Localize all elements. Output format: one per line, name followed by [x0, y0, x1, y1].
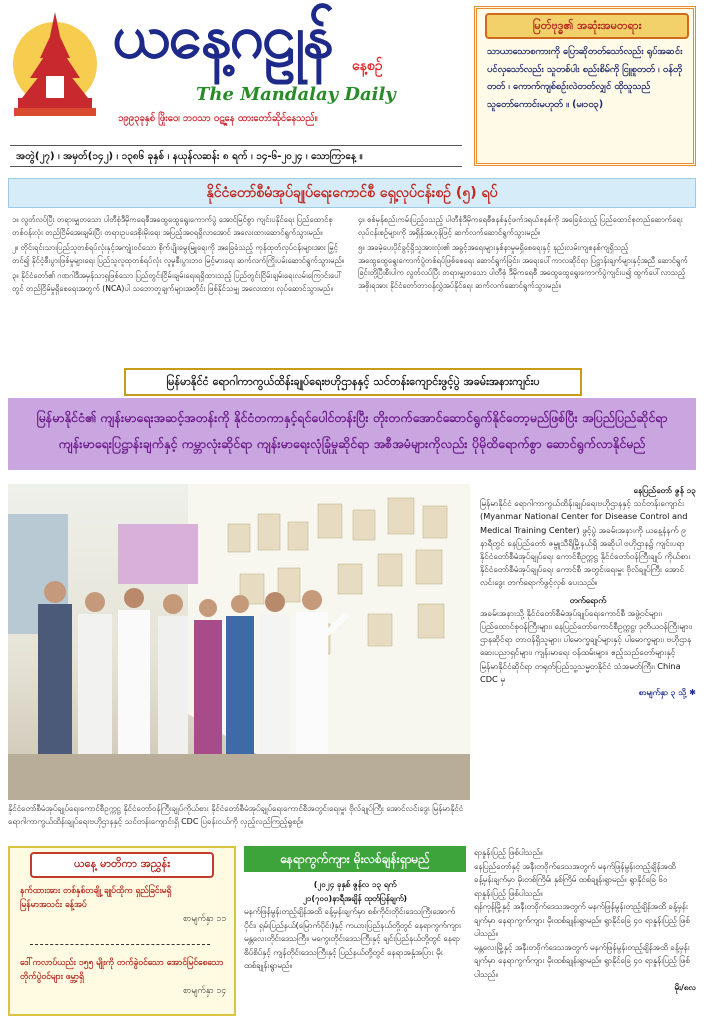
newspaper-title-english: The Mandalay Daily: [196, 84, 396, 105]
contents-item-page: စာမျက်နှာ ၁၁: [183, 914, 226, 924]
roadmap-heading: နိုင်ငံတော်စီမံအုပ်ချုပ်ရေးကောင်စီ ရှေ့လုပ်ငန်းစဉ် (၅) ရပ်: [8, 178, 696, 208]
weather-subheading: ၂၁(၇၀၀)နာရီအချိန် ထုတ်ပြန်ချက်): [302, 893, 408, 903]
buddha-teaching-title: မြတ်ဗုဒ္ဓ၏ အဆုံးအမတရား: [485, 13, 689, 39]
pagoda-logo-icon: [10, 6, 100, 124]
contents-item-title: ဒေါ်ကလာပ်ယည်း ၁၅၅ မျိုးကို တက်ခွဲဝင်သော အောင်မြင်စေသော: [20, 958, 224, 968]
contents-heading: ယနေ့ မာတိကာ အညွှန်း: [30, 852, 214, 878]
article-paragraph: အခမ်းအနားသို့ နိုင်ငံတော်စီမံအုပ်ချုပ်ရေးကောင်စီ အဖွဲ့ဝင်များ၊ ပြည်ထောင်စုဝန်ကြီးများ၊ နေပြည်တော်ကောင်စီဥက္ကဋ္ဌ၊ ဒုတိယဝန်ကြီးများ၊ ဌာနဆိုင်ရာ တာဝန်ရှိသူများ၊ ပါမောက္ခချုပ်များနှင့် ပါမောက္ခများ၊ ဗဟိုဌာန ဆေးပညာရှင်များ၊ ကျန်းမာရေး ဝန်ထမ်းများ၊ ဧည့်သည်တော်များနှင့် မြန်မာနိုင်ငံဆိုင်ရာ တရုတ်ပြည်သူ့သမ္မတနိုင်ငံ သံအမတ်ကြီး၊ China CDC မှ: [480, 607, 692, 684]
roadmap-item: ၂။ တိုင်းရင်းသားပြည်သူတစ်ရပ်လုံးနှင့်အကျုံးဝင်သော စိုက်ပျိုးမွေးမြူရေးကို အခြေခံသည့် ကုန်ထုတ်လုပ်ငန်းများအား မြှင့်တင်၍ နိုင်ငံ့စီးပွားဖြစ်မှုများရေး ပြည်သူလူထုတစ်ရပ်လုံး လူမှုစီးပွားဘဝ မြင့်မားရေး ဆက်လက်ကြိုးပမ်းဆောင်ရွက်သွားမည်။: [12, 243, 345, 265]
weather-heading: နေရာကွက်ကျား မိုးလစ်ချန်းရှာမည်: [244, 846, 466, 872]
weather-forecast: [244, 878, 466, 973]
contents-item-page: စာမျက်နှာ ၁၄: [183, 986, 226, 996]
roadmap-item: ၅။ အခမဲ့ပေးပိုင်ခွင့်ရှိသူအားလုံး၏ အခွင့်အရေးများနှစ်နာမှုမရှိစေရေးနှင့် နည်းလမ်းကျစနစ်ကျရှိသည့် အထွေထွေရွေးကောက်ပွဲတစ်ရပ်ဖြစ်စေရေး ဆောင်ရွက်ခြင်း၊ အရေးပေါ်ကာလဆိုင်ရာ ပြဋ္ဌာန်းချက်များနှင့်အညီ ဆောင်ရွက်ခြင်းတို့ပြီးစီးပါက လွတ်လပ်ပြီး တရားမျှတသော ပါတီစုံ ဒီမိုကရေစီ အထွေထွေရွေးကောက်ပွဲကျင်းပ၍ ထွက်ပေါ်လာသည့်အစိုးရအား နိုင်ငံတော်တာဝန်လွှဲအပ်နိုင်ရေး ဆက်လက်ဆောင်ရွက်သွားမည်။: [358, 243, 688, 290]
roadmap-item: ၄။ စစ်မှန်စည်းကမ်းပြည့်ဝသည့် ပါတီစုံဒီမိုကရေစီစနစ်နှင့်ဖက်ဒရယ်စနစ်ကို အခြေခံသည့် ပြည်ထောင်စုတည်ဆောက်ရေးလုပ်ငန်းစဉ်များကို အရှိန်အဟုန်ဖြင့် ဆက်လက်ဆောင်ရွက်သွားမည်။: [358, 215, 683, 237]
newspaper-title-suffix: နေ့စဉ်: [352, 58, 383, 74]
subheadline-line: ကျန်းမာရေးပြဋ္ဌာန်းချက်နှင့် ကမ္ဘာလုံးဆိုင်ရာ ကျန်းမာရေးလုံခြုံမှုဆိုင်ရာ အစီအမံများကိုလည်း ပိုမိုထိရောက်စွာ ဆောင်ရွက်လာနိုင်မည်: [58, 436, 646, 451]
contents-item[interactable]: [20, 956, 226, 998]
roadmap-left-column: [12, 214, 348, 298]
news-photo: [8, 484, 470, 800]
roadmap-item: ၁။ လွတ်လပ်ပြီး တရားမျှတသော ပါတီစုံဒီမိုကရေစီအထွေထွေရွေးကောက်ပွဲ အောင်မြင်စွာ ကျင်းပနိုင်ရေး ပြည်ထောင်စုတစ်ဝန်းလုံး တည်ငြိမ်အေးချမ်းပြီး တရားဥပဒေစိုးမိုးရေး အပြည့်အဝရရှိလာအောင် အလေးထားဆောင်ရွက်သွားမည်။: [12, 215, 333, 237]
table-of-contents: [8, 846, 236, 1016]
article-subheading: တက်ရောက်: [569, 594, 607, 605]
exhibition-scene-illustration: [8, 484, 470, 800]
weather-paragraph: ရာနှုန်းပြည့် ဖြစ်ပါသည်။: [474, 848, 543, 857]
roadmap-right-column: [358, 214, 694, 295]
article-paragraph: မြန်မာနိုင်ငံ ရောဂါကာကွယ်ထိန်းချုပ်ရေးဗဟိုဌာနနှင့် သင်တန်းကျောင်း (Myanmar National Center for Disease Control and Medical Training Center) ဖွင့်ပွဲ အခမ်းအနားကို ယနေ့နံနက် ၉ နာရီတွင် နေပြည်တော် ဇမ္ဗူသီရိမြို့နယ်ရှိ အဆိုပါ ဗဟိုဌာန၌ ကျင်းပရာ နိုင်ငံတော်စီမံအုပ်ချုပ်ရေး ကောင်စီဥက္ကဋ္ဌ နိုင်ငံတော်ဝန်ကြီးချုပ် ကိုယ်စား နိုင်ငံတော်စီမံအုပ်ချုပ်ရေး ကောင်စီ အတွင်းရေးမှူး ဗိုလ်ချုပ်ကြီး အောင်လင်းဒွေး တက်ရောက်ဖွင့်လှစ် ပေးသည်။: [480, 498, 691, 588]
weather-paragraph: မန္တလေးမြို့နှင့် အနီးတဝိုက်ဒေသအတွက် မနက်ဖြန်မွန်းတည့်ချိန်အထိ ခန့်မှန်းချက်မှာ နေရာကွက်ကျား မိုးထစ်ချုန်းရွာမည်။ ရွာနိုင်ခြေ ၄၀ ရာနှုန်းပြည့် ဖြစ်ပါသည်။: [474, 942, 690, 979]
weather-subheading: (၂၀၂၄ ခုနှစ် ဇွန်လ ၁၃ ရက်: [313, 880, 397, 889]
contents-item-title: မြန်မာအသင်း ခန့်အပ်: [20, 900, 87, 910]
tagline: ၁၉၉၃ခုနှစ် ဖြိုးဝေ၊ ဘဝသာ ဝဋ္ဍနေ ထားတော်ဆိုင်နေသည်။: [118, 113, 318, 124]
weather-body: မနက်ဖြန်မွန်းတည့်ချိန်အထိ ခန့်မှန်းချက်မှာ စစ်ကိုင်းတိုင်းဒေသကြီးအောက်ပိုင်း၊ ရှမ်းပြည်နယ်(မြောက်ပိုင်း)နှင့် ကယားပြည်နယ်တို့တွင် နေရာကွက်ကျား မန္တလေးတိုင်းဒေသကြီး၊ မကွေးတိုင်းဒေသကြီးနှင့် ချင်းပြည်နယ်တို့တွင် နေရာစိပ်စိပ်နှင့် ကျန်တိုင်းဒေသကြီးနှင့် ပြည်နယ်တို့တွင် နေရာအနှံ့အပြား မိုးထစ်ချုန်းရွာမည်။: [244, 907, 461, 970]
dateline: အတွဲ(၂၇) ၊ အမှတ်(၁၄၂) ၊ ၁၃၈၆ ခုနှစ် ၊ နယုန်လဆန်း ၈ ရက် ၊ ၁၄-၆-၂၀၂၄ ၊ သောကြာနေ့ ။: [10, 145, 462, 167]
weather-continued[interactable]: မိုး/၈လ: [674, 983, 696, 992]
contents-item-title: တိုက်ပွဲဝင်များ ဖမ္ဘာ့ရှိ: [20, 972, 84, 982]
weather-paragraph: ရန်ကုန်မြို့နှင့် အနီးတဝိုက်ဒေသအတွက် မနက်ဖြန်မွန်းတည့်ချိန်အထိ ခန့်မှန်းချက်မှာ နေရာကွက်ကျား မိုးထစ်ချုန်းရွာမည်။ ရွာနိုင်ခြေ ၄၀ ရာနှုန်းပြည့် ဖြစ်ပါသည်။: [474, 902, 690, 938]
headline: မြန်မာနိုင်ငံ ရောဂါကာကွယ်ထိန်းချုပ်ရေးဗဟိုဌာနနှင့် သင်တန်းကျောင်းဖွင့်ပွဲ အခမ်းအနားကျင်းပ: [124, 368, 582, 396]
contents-item-title: နက်ထားအား တစ်နှစ်တချို့ ချုပ်ထိုက ရှည်ခြင်းမရှိ: [20, 886, 172, 896]
weather-city-forecasts: [474, 846, 696, 995]
article-dateline: နေပြည်တော် ဇွန် ၁၃: [633, 485, 696, 495]
photo-caption: နိုင်ငံတော်စီမံအုပ်ချုပ်ရေးကောင်စီဥက္ကဋ္ဌ နိုင်ငံတော်ဝန်ကြီးချုပ်ကိုယ်စား နိုင်ငံတော်စီမံအုပ်ချုပ်ရေးကောင်စီအတွင်းရေးမှူး ဗိုလ်ချုပ်ကြီး အောင်လင်းဒွေး မြန်မာနိုင်ငံ ရောဂါကာကွယ်ထိန်းချုပ်ရေးဗဟိုဌာနနှင့် သင်တန်းကျောင်းရှိ CDC ပြခန်းငယ်ကို လှည့်လည်ကြည့်ရှုစဉ်။: [8, 804, 464, 826]
subheadline-line: မြန်မာနိုင်ငံ၏ ကျန်းမာရေးအဆင့်အတန်းကို နိုင်ငံတကာနှင့်ရင်ပေါင်တန်းပြီး တိုးတက်အောင်ဆောင်ရွက်နိုင်တော့မည်ဖြစ်ပြီး အပြည်ပြည်ဆိုင်ရာ: [36, 410, 668, 425]
weather-paragraph: နေပြည်တော်နှင့် အနီးတဝိုက်ဒေသအတွက် မနက်ဖြန်မွန်းတည့်ချိန်အထိ ခန့်မှန်းချက်မှာ မိုးတစ်ကြိမ်၊ နှစ်ကြိမ် ထစ်ချုန်းရွာမည်။ ရွာနိုင်ခြေ ၆၀ ရာနှုန်းပြည့် ဖြစ်ပါသည်။: [474, 861, 676, 898]
buddha-teaching-box: [474, 6, 696, 166]
newspaper-title: ယနေ့ဂဠုန်: [112, 2, 332, 72]
divider: [30, 944, 210, 945]
roadmap-item: ၃။ နိုင်ငံတော်၏ ဂဏဂါဒီအမှန်သာရှဖြစ်သော ပြည်တွင်းငြိမ်းချမ်းရေးရရှိထားသည့် ပြည်တွင်းငြိမ်းချမ်းရေးလမ်းကြောင်းပေါ်တွင် တည်ငြိမ်မှုရှိစေရေးအတွက် (NCA)ပါ သဘောတူချက်များအတိုင်း ဖြစ်နိုင်သမျှ အလေးထား လုပ်ဆောင်သွားမည်။: [12, 271, 342, 293]
continued-link[interactable]: စာမျက်နှာ ၃ သို့ ✱: [638, 687, 696, 698]
article-column: [480, 484, 696, 699]
buddha-teaching-text: သာယာသောစကားကို ပြောဆိုတတ်သော်လည်း ရုပ်အဆင်းပင်လှသော်လည်း သူတစ်ပါး စည်းစိမ်ကို ငြူစူတတ် ၊ ဝန်တိုတတ် ၊ ကောက်ကျစ်စဉ်းလဲတတ်လျှင် ထိုသူသည် သူတော်ကောင်းမဟုတ် ။ (မ၊၁၀၃): [487, 46, 683, 110]
contents-item[interactable]: [20, 884, 226, 926]
